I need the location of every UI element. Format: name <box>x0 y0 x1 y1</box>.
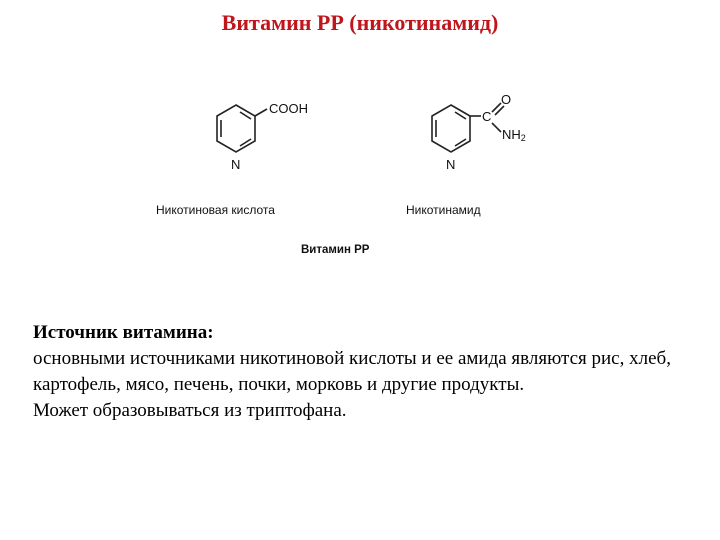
right-ring-nitrogen-label: N <box>446 157 456 172</box>
vitamin-pp-structure-figure <box>140 85 560 270</box>
carbonyl-carbon-label: C <box>482 109 492 124</box>
structure-drawing <box>140 85 560 270</box>
nicotinic-acid-caption: Никотиновая кислота <box>156 203 275 217</box>
figure-caption: Витамин PP <box>301 244 370 256</box>
nicotinamide-caption: Никотинамид <box>406 203 481 217</box>
source-heading: Источник витамина: <box>33 322 214 343</box>
cooh-group-label: COOH <box>269 101 308 116</box>
nicotinamide-ring <box>432 103 504 152</box>
slide-title: Витамин РР (никотинамид) <box>221 10 499 35</box>
nicotinic-acid-ring <box>217 105 267 152</box>
vitamin-source-section <box>33 320 693 424</box>
amine-group-label: $NH_2$ <box>502 127 526 143</box>
carbonyl-oxygen-label: O <box>501 92 512 107</box>
source-paragraph: основными источниками никотиновой кислоты и ее амида являются рис, хлеб, картофель, мясо, печень, почки, морковь и другие продукты. <box>33 348 671 395</box>
tryptophan-note: Может образовываться из триптофана. <box>33 400 347 421</box>
left-ring-nitrogen-label: N <box>231 157 241 172</box>
